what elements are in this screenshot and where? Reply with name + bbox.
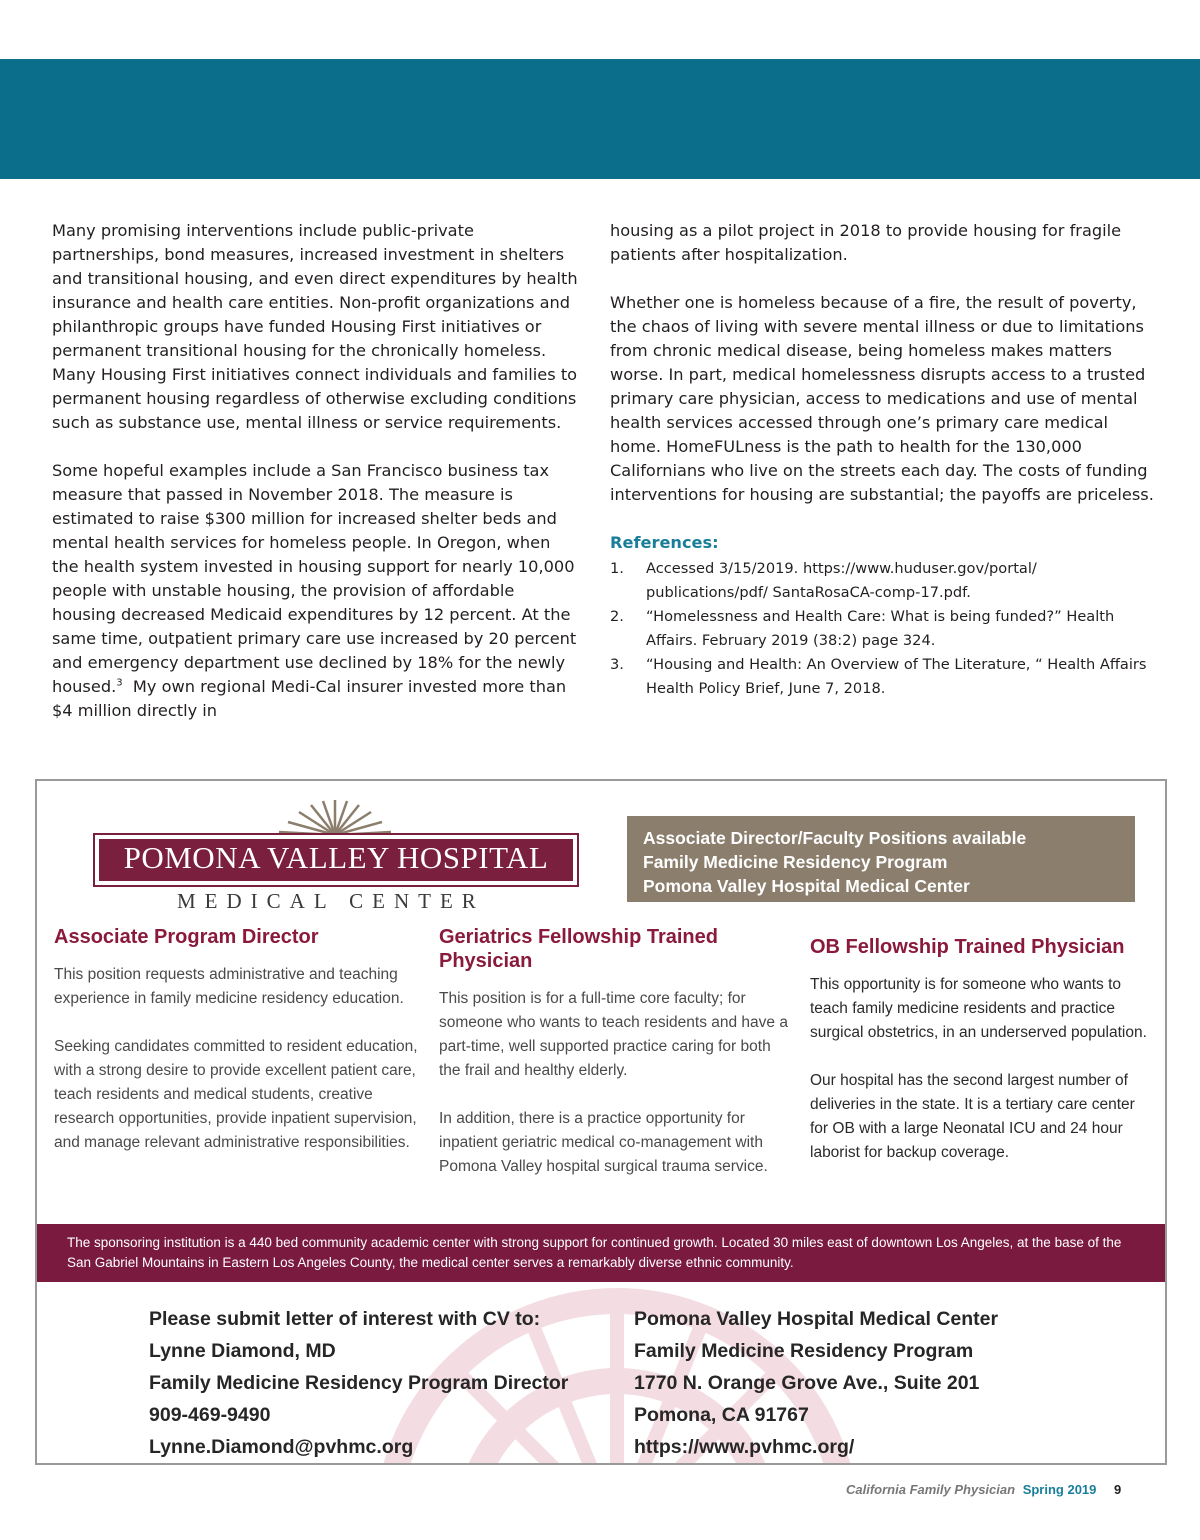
job-description [439, 987, 789, 1179]
job-paragraph: Our hospital has the second largest number of deliveries in the state. It is a tertiary care center for OB with a large Neonatal ICU and 24 hour laborist for backup coverage. [810, 1072, 1135, 1161]
job-geriatrics-physician [439, 925, 789, 1179]
contact-line: Family Medicine Residency Program [634, 1340, 974, 1362]
reference-text: “Homelessness and Health Care: What is being funded?” Health Affairs. February 2019 (38:2) page 324. [646, 608, 1115, 649]
contact-person [149, 1303, 568, 1463]
article-paragraph: Whether one is homeless because of a fire, the result of poverty, the chaos of living with severe mental illness or due to limitations from chronic medical disease, being homeless makes matters worse. In part, medical homelessness disrupts access to a trusted primary care physician, access to medications and use of mental health services accessed through one’s primary care medical home. HomeFULness is the path to health for the 130,000 Californians who live on the streets each day. The costs of funding interventions for housing are substantial; the payoffs are priceless. [610, 293, 1154, 504]
contact-line: Pomona Valley Hospital Medical Center [634, 1308, 999, 1330]
contact-line: Family Medicine Residency Program Director [149, 1372, 569, 1394]
page-number: 9 [1114, 1482, 1122, 1497]
job-paragraph: This position is for a full-time core faculty; for someone who wants to teach residents and have a part-time, well supported practice caring for both the frail and healthy elderly. [439, 990, 788, 1079]
reference-item [610, 605, 1155, 653]
reference-number: 3. [610, 656, 624, 673]
job-paragraph: This opportunity is for someone who wants to teach family medicine residents and practice surgical obstetrics, in an underserved population. [810, 976, 1147, 1041]
contact-line: Please submit letter of interest with CV to: [149, 1308, 541, 1330]
hospital-logo [93, 833, 579, 887]
contact-line: Pomona, CA 91767 [634, 1404, 809, 1426]
job-paragraph: This position requests administrative and teaching experience in family medicine residency education. [54, 966, 404, 1007]
contact-website: https://www.pvhmc.org/ [634, 1436, 855, 1458]
job-paragraph: Seeking candidates committed to resident education, with a strong desire to provide excellent patient care, teach residents and medical students, creative research opportunities, provide inpatient supervision, and manage relevant administrative responsibilities. [54, 1038, 418, 1151]
article-paragraph: housing as a pilot project in 2018 to provide housing for fragile patients after hospitalization. [610, 221, 1122, 264]
institution-band: The sponsoring institution is a 440 bed community academic center with strong support for continued growth. Located 30 miles east of downtown Los Angeles, at the base of the San Gabriel Mountains in Eastern Los Angeles County, the medical center serves a remarkably diverse ethnic community. [37, 1224, 1165, 1282]
tag-line: Pomona Valley Hospital Medical Center [643, 876, 970, 896]
article-paragraph-text: Some hopeful examples include a San Francisco business tax measure that passed in November 2018. The measure is estimated to raise $300 million for increased shelter beds and mental health services for homeless people. In Oregon, when the health system invested in housing support for nearly 10,000 people with unstable housing, the provision of affordable housing decreased Medicaid expenditures by 12 percent. At the same time, outpatient primary care use increased by 20 percent and emergency department use declined by 18% for the newly housed. [52, 461, 577, 696]
contact-address [634, 1303, 998, 1463]
footnote-marker: 3 [116, 677, 123, 689]
article-paragraph [52, 459, 582, 723]
job-description [810, 973, 1155, 1165]
tag-line: Associate Director/Faculty Positions available [643, 828, 1027, 848]
job-advertisement [35, 779, 1167, 1465]
job-ob-physician [810, 935, 1155, 1165]
contact-phone: 909-469-9490 [149, 1404, 271, 1426]
contact-line: 1770 N. Orange Grove Ave., Suite 201 [634, 1372, 980, 1394]
header-banner [0, 59, 1200, 179]
magazine-name: California Family Physician [846, 1482, 1016, 1497]
references-heading: References: [610, 533, 719, 552]
job-title: Geriatrics Fellowship Trained Physician [439, 926, 718, 972]
job-associate-program-director [54, 925, 419, 1155]
reference-item [610, 557, 1155, 605]
hospital-logo-subtitle: MEDICAL CENTER [177, 889, 485, 913]
article-paragraph: Many promising interventions include public-private partnerships, bond measures, increased investment in shelters and transitional housing, and even direct expenditures by health insurance and health care entities. Non-profit organizations and philanthropic groups have funded Housing First initiatives or permanent transitional housing for the chronically homeless. Many Housing First initiatives connect individuals and families to permanent housing regardless of otherwise excluding conditions such as substance use, mental illness or service requirements. [52, 221, 578, 432]
hospital-logo-name: POMONA VALLEY HOSPITAL [99, 839, 573, 881]
job-description [54, 963, 419, 1155]
positions-tag [627, 816, 1135, 902]
reference-number: 2. [610, 608, 624, 625]
references-list [610, 557, 1155, 701]
contact-email: Lynne.Diamond@pvhmc.org [149, 1436, 414, 1458]
tag-line: Family Medicine Residency Program [643, 852, 948, 872]
issue-season: Spring 2019 [1022, 1482, 1097, 1497]
article-left-column [52, 219, 582, 723]
reference-item [610, 653, 1155, 701]
page-footer [846, 1482, 1121, 1497]
job-paragraph: In addition, there is a practice opportunity for inpatient geriatric medical co-management with Pomona Valley hospital surgical trauma service. [439, 1110, 768, 1175]
article-paragraph-tail: My own regional Medi-Cal insurer invested more than $4 million directly in [52, 677, 567, 720]
job-title: OB Fellowship Trained Physician [810, 936, 1125, 958]
job-title: Associate Program Director [54, 926, 319, 948]
reference-text: “Housing and Health: An Overview of The Literature, “ Health Affairs Health Policy Brief, June 7, 2018. [646, 656, 1147, 697]
article-right-column [610, 219, 1155, 701]
contact-line: Lynne Diamond, MD [149, 1340, 336, 1362]
reference-number: 1. [610, 560, 624, 577]
hospital-sunburst-logo-icon [275, 797, 395, 835]
reference-text: Accessed 3/15/2019. https://www.huduser.gov/portal/ publications/pdf/ SantaRosaCA-comp-17.pdf. [646, 560, 1037, 601]
